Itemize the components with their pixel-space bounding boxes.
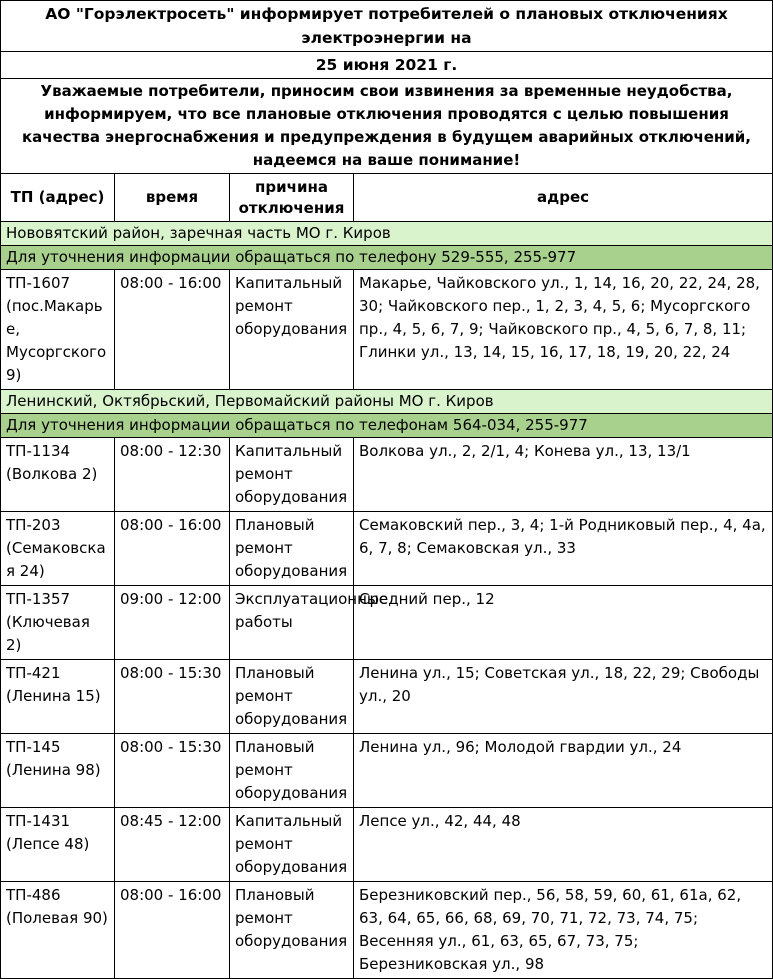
reason-cell: Капитальный ремонт оборудования	[230, 438, 354, 512]
time-cell: 08:00 - 15:30	[115, 734, 230, 808]
time-cell: 08:00 - 15:30	[115, 660, 230, 734]
table-row	[1, 270, 773, 390]
tp-cell: ТП-145 (Ленина 98)	[1, 734, 115, 808]
time-cell: 08:00 - 16:00	[115, 882, 230, 979]
address-cell: Волкова ул., 2, 2/1, 4; Конева ул., 13, 13/1	[354, 438, 773, 512]
notice-text: Уважаемые потребители, приносим свои извинения за временные неудобства, информируем, что все плановые отключения проводятся с целью повышения качества энергоснабжения и предупреждения в будущем аварийных отключений, надеемся на ваше понимание!	[1, 79, 773, 174]
address-cell: Ленина ул., 96; Молодой гвардии ул., 24	[354, 734, 773, 808]
contact-phone-info: Для уточнения информации обращаться по телефону 529-555, 255-977	[1, 246, 773, 270]
column-header-tp: ТП (адрес)	[1, 174, 115, 222]
table-row	[1, 882, 773, 979]
time-cell: 08:45 - 12:00	[115, 808, 230, 882]
tp-cell: ТП-1431 (Лепсе 48)	[1, 808, 115, 882]
column-header-reason: причина отключения	[230, 174, 354, 222]
column-header-time: время	[115, 174, 230, 222]
address-cell: Лепсе ул., 42, 44, 48	[354, 808, 773, 882]
contact-row	[1, 414, 773, 438]
time-cell: 09:00 - 12:00	[115, 586, 230, 660]
reason-cell: Плановый ремонт оборудования	[230, 660, 354, 734]
table-row	[1, 512, 773, 586]
address-cell: Семаковский пер., 3, 4; 1-й Родниковый пер., 4, 4а, 6, 7, 8; Семаковская ул., 33	[354, 512, 773, 586]
reason-cell: Плановый ремонт оборудования	[230, 512, 354, 586]
tp-cell: ТП-486 (Полевая 90)	[1, 882, 115, 979]
district-row	[1, 390, 773, 414]
district-row	[1, 222, 773, 246]
address-cell: Ленина ул., 15; Советская ул., 18, 22, 29; Свободы ул., 20	[354, 660, 773, 734]
address-cell: Березниковский пер., 56, 58, 59, 60, 61, 61а, 62, 63, 64, 65, 66, 68, 69, 70, 71, 72, 73, 74, 75; Весенняя ул., 61, 63, 65, 67, 73, 75; Березниковская ул., 98	[354, 882, 773, 979]
address-cell: Средний пер., 12	[354, 586, 773, 660]
tp-cell: ТП-1607 (пос.Макарье, Мусоргского 9)	[1, 270, 115, 390]
reason-cell: Плановый ремонт оборудования	[230, 734, 354, 808]
tp-cell: ТП-1357 (Ключевая 2)	[1, 586, 115, 660]
column-header-address: адрес	[354, 174, 773, 222]
time-cell: 08:00 - 12:30	[115, 438, 230, 512]
district-name: Нововятский район, заречная часть МО г. Киров	[1, 222, 773, 246]
title-row	[1, 1, 773, 52]
page-title	[1, 1, 773, 52]
title-line-1: АО "Горэлектросеть" информирует потребителей о плановых отключениях электроэнергии на	[45, 5, 728, 47]
table-row	[1, 438, 773, 512]
reason-cell: Капитальный ремонт оборудования	[230, 808, 354, 882]
notice-row	[1, 79, 773, 174]
reason-cell: Эксплуатационные работы	[230, 586, 354, 660]
district-name: Ленинский, Октябрьский, Первомайский районы МО г. Киров	[1, 390, 773, 414]
time-cell: 08:00 - 16:00	[115, 270, 230, 390]
tp-cell: ТП-421 (Ленина 15)	[1, 660, 115, 734]
date-row	[1, 52, 773, 79]
reason-cell: Капитальный ремонт оборудования	[230, 270, 354, 390]
tp-cell: ТП-1134 (Волкова 2)	[1, 438, 115, 512]
tp-cell: ТП-203 (Семаковская 24)	[1, 512, 115, 586]
table-body	[1, 222, 773, 979]
outage-date: 25 июня 2021 г.	[1, 52, 773, 79]
table-row	[1, 734, 773, 808]
address-cell: Макарье, Чайковского ул., 1, 14, 16, 20, 22, 24, 28, 30; Чайковского пер., 1, 2, 3, 4, 5, 6; Мусоргского пр., 4, 5, 6, 7, 9; Чайковского пр., 4, 5, 6, 7, 8, 11; Глинки ул., 13, 14, 15, 16, 17, 18, 19, 20, 22, 24	[354, 270, 773, 390]
reason-cell: Плановый ремонт оборудования	[230, 882, 354, 979]
contact-row	[1, 246, 773, 270]
table-row	[1, 808, 773, 882]
column-header-row	[1, 174, 773, 222]
table-row	[1, 660, 773, 734]
time-cell: 08:00 - 16:00	[115, 512, 230, 586]
contact-phone-info: Для уточнения информации обращаться по телефонам 564-034, 255-977	[1, 414, 773, 438]
table-row	[1, 586, 773, 660]
